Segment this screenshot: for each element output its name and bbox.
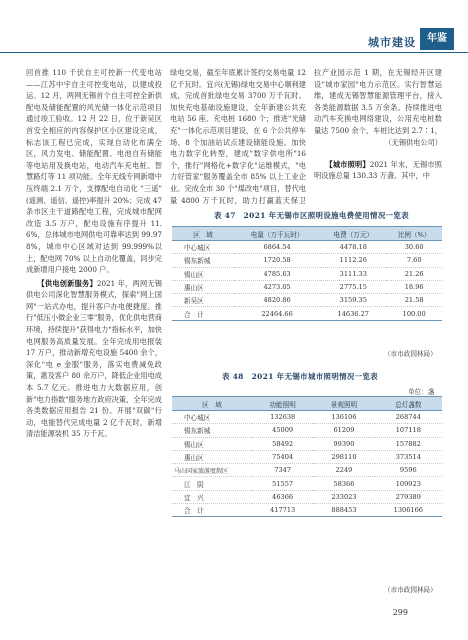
table-cell: 99390 — [313, 437, 374, 450]
column-header: 电量（万千瓦时） — [234, 227, 320, 241]
paragraph — [314, 159, 442, 182]
header-divider — [0, 52, 468, 53]
section-heading: 【供电创新服务】 — [37, 278, 97, 288]
table-cell: 4785.63 — [234, 267, 320, 280]
table-cell: 58492 — [252, 437, 313, 450]
column-header: 比例（%） — [386, 227, 442, 241]
paragraph: 拉产业园示范 1 期，在无锡经开区建设"城市家园"电力示范区。实行智慧运维，建成无锡智慧能源管理平台，接入各类能源数据 3.5 万余条。持续推进电动汽车充换电网络建设，公用充电桩数量达 7500 余个，车桩比达到 2.7∶1， — [314, 68, 442, 135]
table-cell: 2775.15 — [320, 280, 386, 293]
table-row — [172, 411, 442, 424]
table-header-row — [172, 227, 442, 241]
table-cell: 中心城区 — [172, 241, 234, 254]
table-cell: 46366 — [252, 490, 313, 503]
table-row — [172, 254, 442, 267]
table-cell: 51557 — [252, 477, 313, 490]
table-cell: 1112.26 — [320, 254, 386, 267]
table-cell: 4820.86 — [234, 294, 320, 307]
table-cell: 马山国家旅游度假区 — [172, 464, 252, 477]
text-column-1 — [26, 67, 162, 602]
table-cell: 锡山区 — [172, 267, 234, 280]
table-cell: 18.96 — [386, 280, 442, 293]
table-cell: 4273.05 — [234, 280, 320, 293]
column-header: 区 域 — [172, 397, 252, 411]
table-row — [172, 267, 442, 280]
table-48-unit: 单位：盏 — [408, 388, 435, 396]
table-48-source: （市市政园林局） — [384, 586, 437, 594]
table-cell: 233023 — [313, 490, 374, 503]
table-cell: 888453 — [313, 504, 374, 517]
column-header: 功能照明 — [252, 397, 313, 411]
table-cell: 锡东新城 — [172, 254, 234, 267]
table-cell: 21.26 — [386, 267, 442, 280]
table-cell: 1720.58 — [234, 254, 320, 267]
table-cell: 9596 — [375, 464, 442, 477]
table-cell: 4478.18 — [320, 241, 386, 254]
table-cell: 6864.54 — [234, 241, 320, 254]
table-cell: 136106 — [313, 411, 374, 424]
table-cell: 132638 — [252, 411, 313, 424]
table-row — [172, 464, 442, 477]
column-header: 电费（万元） — [320, 227, 386, 241]
table-cell: 75404 — [252, 450, 313, 463]
column-header: 景观照明 — [313, 397, 374, 411]
table-cell: 锡东新城 — [172, 424, 252, 437]
table-row — [172, 280, 442, 293]
table-row — [172, 477, 442, 490]
table-47-source: （市市政园林局） — [384, 350, 437, 358]
table-cell: 3111.33 — [320, 267, 386, 280]
table-cell: 417713 — [252, 504, 313, 517]
table-cell: 合 计 — [172, 504, 252, 517]
table-cell: 2249 — [313, 464, 374, 477]
table-cell: 14636.27 — [320, 307, 386, 320]
table-cell: 惠山区 — [172, 280, 234, 293]
table-48-caption: 表 48 2021 年无锡市城市照明情况一览表 — [222, 372, 379, 381]
table-cell: 109923 — [375, 477, 442, 490]
table-cell: 1306166 — [375, 504, 442, 517]
table-row — [172, 241, 442, 254]
paragraph: 绿电交易，截至年底累计签约交易电量 12 亿千瓦时。宜兴(无锡)绿电交易中心顺利建成，完成首批绿电交易 3700 万千瓦时。加快充电基础设施建设，全年新建公共充电站 56 座、充电桩 1680 个；推进"光储充"一体化示范项目建设，在 6 个公共停车场、8 个加油站试点建设储能设施。加快电力数字化转型，建成"数字供电所"16 个，推行"网格化+数字化"运维模式，"电力好管家"服务覆盖全市 85% 以上工业企业。完成全市 30 个"煤改电"项目，替代电量 4800 万千瓦时，助力打赢蓝天保卫 — [170, 68, 306, 205]
table-cell: 58366 — [313, 477, 374, 490]
yearbook-badge: 年鉴 — [420, 28, 454, 50]
table-total-row — [172, 504, 442, 517]
page-number: 299 — [392, 608, 408, 617]
table-cell: 新吴区 — [172, 294, 234, 307]
table-cell: 100.00 — [386, 307, 442, 320]
table-row — [172, 424, 442, 437]
table-cell: 7347 — [252, 464, 313, 477]
text-column-3 — [314, 67, 442, 207]
section-title: 城市建设 — [368, 36, 416, 49]
table-cell: 298110 — [313, 450, 374, 463]
table-cell: 30.60 — [386, 241, 442, 254]
table-cell: 中心城区 — [172, 411, 252, 424]
table-row — [172, 437, 442, 450]
table-cell: 21.58 — [386, 294, 442, 307]
table-row — [172, 490, 442, 503]
table-cell: 107118 — [375, 424, 442, 437]
table-cell: 157882 — [375, 437, 442, 450]
table-cell: 61209 — [313, 424, 374, 437]
table-cell: 合 计 — [172, 307, 234, 320]
table-cell: 45009 — [252, 424, 313, 437]
paragraph-text: 2021 年，两网无锡供电公司深化智慧服务模式，探索"网上国网"一站式办电，提升客户办电便捷度。推行"低压小微企业三零"服务，优化供电营商环境，持续提升"获得电力"指标水平，加快电网服务高质量发展。全年完成用电报装 17 万户，推动新增充电设施 5400 余个，深化"电 e 金服"服务，落实电费减免政策，惠及客户 80 余万户，降低企业用电成本 5.7 亿元。推进电力大数据应用，创新"电力指数"服务地方政府决策，全年完成各类数据应用报告 21 份。开展"双碳"行动，电能替代完成电量 2 亿千瓦时，新增清洁能源装机 35 万千瓦。 — [26, 278, 162, 439]
table-cell: 宜 兴 — [172, 490, 252, 503]
paragraph-text: 2021 年末，无锡市照明设施总量 130.33 万盏。其中，中 — [314, 159, 442, 181]
table-cell: 268744 — [375, 411, 442, 424]
table-cell: 惠山区 — [172, 450, 252, 463]
table-cell: 3159.35 — [320, 294, 386, 307]
column-header: 区 域 — [172, 227, 234, 241]
source-note: （无锡供电公司） — [384, 138, 442, 147]
table-cell: 7.60 — [386, 254, 442, 267]
paragraph: 回首推 110 千伏自主可控新一代变电站——江苏中宇自主可控变电站，以建成投运。12 月，两网无锡首个自主可控全新供配电及储能配置的风光储一体化示范项目通过竣工验收。12 月 22 日，位于新吴区首安全相应的内容保护区小区建设完成，标志该工程已完成，实现自动化布满全区，风力发电、储能配置、电池自有储能等电站用及换电站，电动汽车充电桩、智慧路灯等 11 项功能。全年无线专网新增中压终端 2.1 万个，支撑配电自动化 "三遥"(遥测、遥信、遥控)率提升 20%；完成 47 条市区主干道路配电工程，完成城市配网改造 3.5 万户，配电设施有序提升 11.6%，总体城市电网供电可靠率达到 99.978%，城市中心区域对达到 99.999%以上，配电网 70% 以上自动化覆盖，同步完成新增用户接电 2000 户。 — [26, 68, 162, 275]
table-total-row — [172, 307, 442, 320]
table-47 — [172, 226, 442, 321]
text-column-2 — [170, 67, 306, 207]
table-cell: 22464.66 — [234, 307, 320, 320]
table-cell: 江 阴 — [172, 477, 252, 490]
table-48 — [172, 396, 442, 517]
table-header-row — [172, 397, 442, 411]
table-47-caption: 表 47 2021 年无锡市区照明设施电费使用情况一览表 — [214, 211, 410, 220]
paragraph — [26, 278, 162, 440]
table-row — [172, 450, 442, 463]
section-heading: 【城市照明】 — [325, 159, 370, 169]
table-cell: 279389 — [375, 490, 442, 503]
table-cell: 锡山区 — [172, 437, 252, 450]
table-row — [172, 294, 442, 307]
column-header: 总灯盏数 — [375, 397, 442, 411]
table-cell: 373514 — [375, 450, 442, 463]
